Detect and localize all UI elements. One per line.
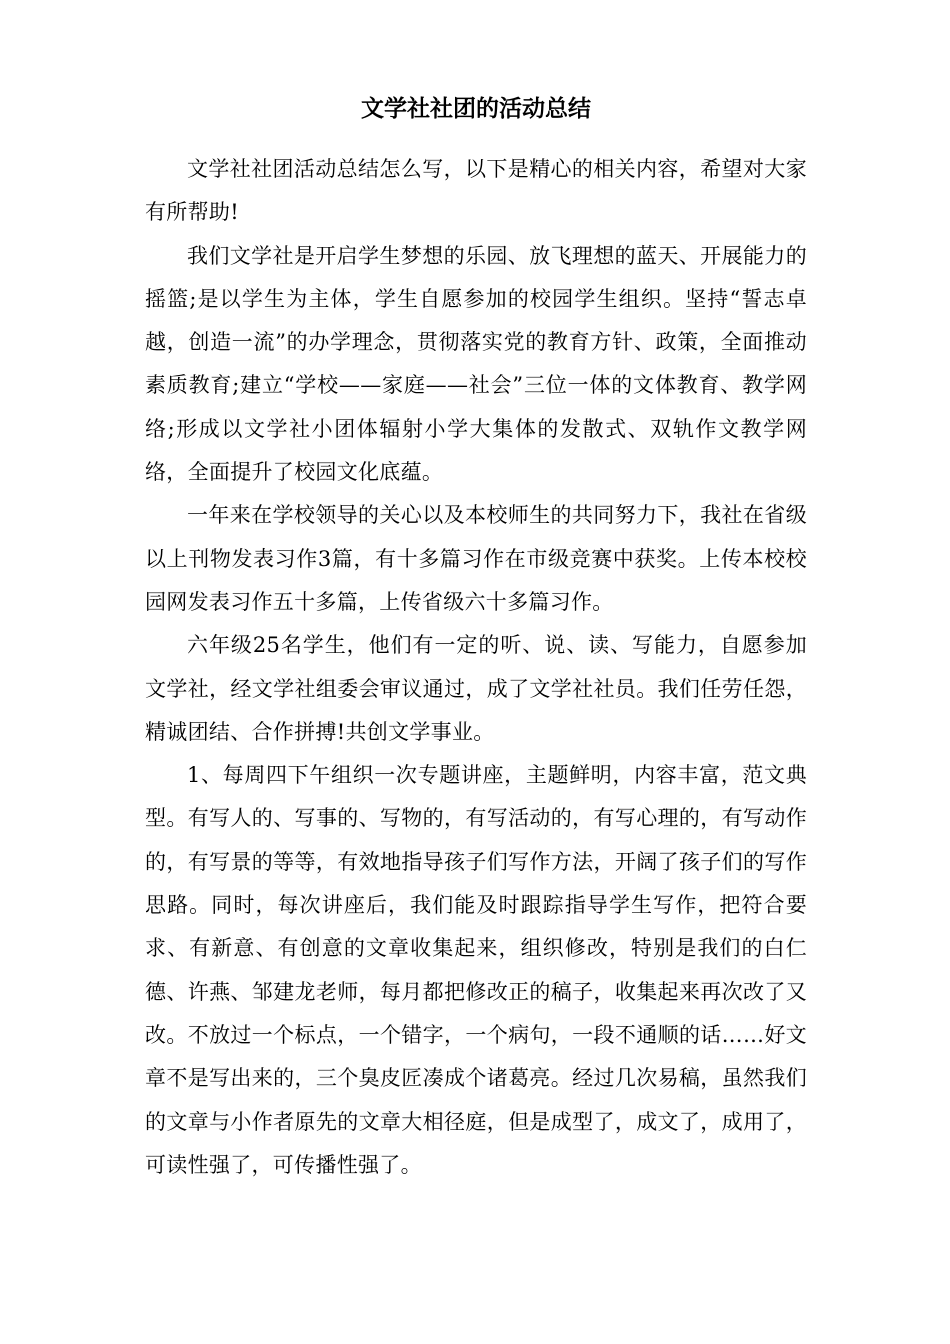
- paragraph-members: 六年级25名学生，他们有一定的听、说、读、写能力，自愿参加文学社，经文学社组委会审议通过，成了文学社社员。我们任劳任怨，精诚团结、合作拼搏!共创文学事业。: [145, 633, 807, 744]
- paragraph-intro: 文学社社团活动总结怎么写，以下是精心的相关内容，希望对大家有所帮助!: [145, 157, 807, 225]
- paragraph-achievements: 一年来在学校领导的关心以及本校师生的共同努力下，我社在省级以上刊物发表习作3篇，有十多篇习作在市级竞赛中获奖。上传本校校园网发表习作五十多篇，上传省级六十多篇习作。: [145, 503, 807, 614]
- paragraph-weekly-lectures: 1、每周四下午组织一次专题讲座，主题鲜明，内容丰富，范文典型。有写人的、写事的、写物的，有写活动的，有写心理的，有写动作的，有写景的等等，有效地指导孩子们写作方法，开阔了孩子们的写作思路。同时，每次讲座后，我们能及时跟踪指导学生写作，把符合要求、有新意、有创意的文章收集起来，组织修改，特别是我们的白仁德、许燕、邹建龙老师，每月都把修改正的稿子，收集起来再次改了又改。不放过一个标点，一个错字，一个病句，一段不通顺的话……好文章不是写出来的，三个臭皮匠凑成个诸葛亮。经过几次易稿，虽然我们的文章与小作者原先的文章大相径庭，但是成型了，成文了，成用了，可读性强了，可传播性强了。: [145, 763, 807, 1177]
- document-title: 文学社社团的活动总结: [361, 95, 591, 122]
- paragraph-about-society: 我们文学社是开启学生梦想的乐园、放飞理想的蓝天、开展能力的摇篮;是以学生为主体，学生自愿参加的校园学生组织。坚持“誓志卓越，创造一流”的办学理念，贯彻落实党的教育方针、政策，全面推动素质教育;建立“学校——家庭——社会”三位一体的文体教育、教学网络;形成以文学社小团体辐射小学大集体的发散式、双轨作文教学网络，全面提升了校园文化底蕴。: [145, 243, 807, 485]
- document-body: [145, 88, 807, 1187]
